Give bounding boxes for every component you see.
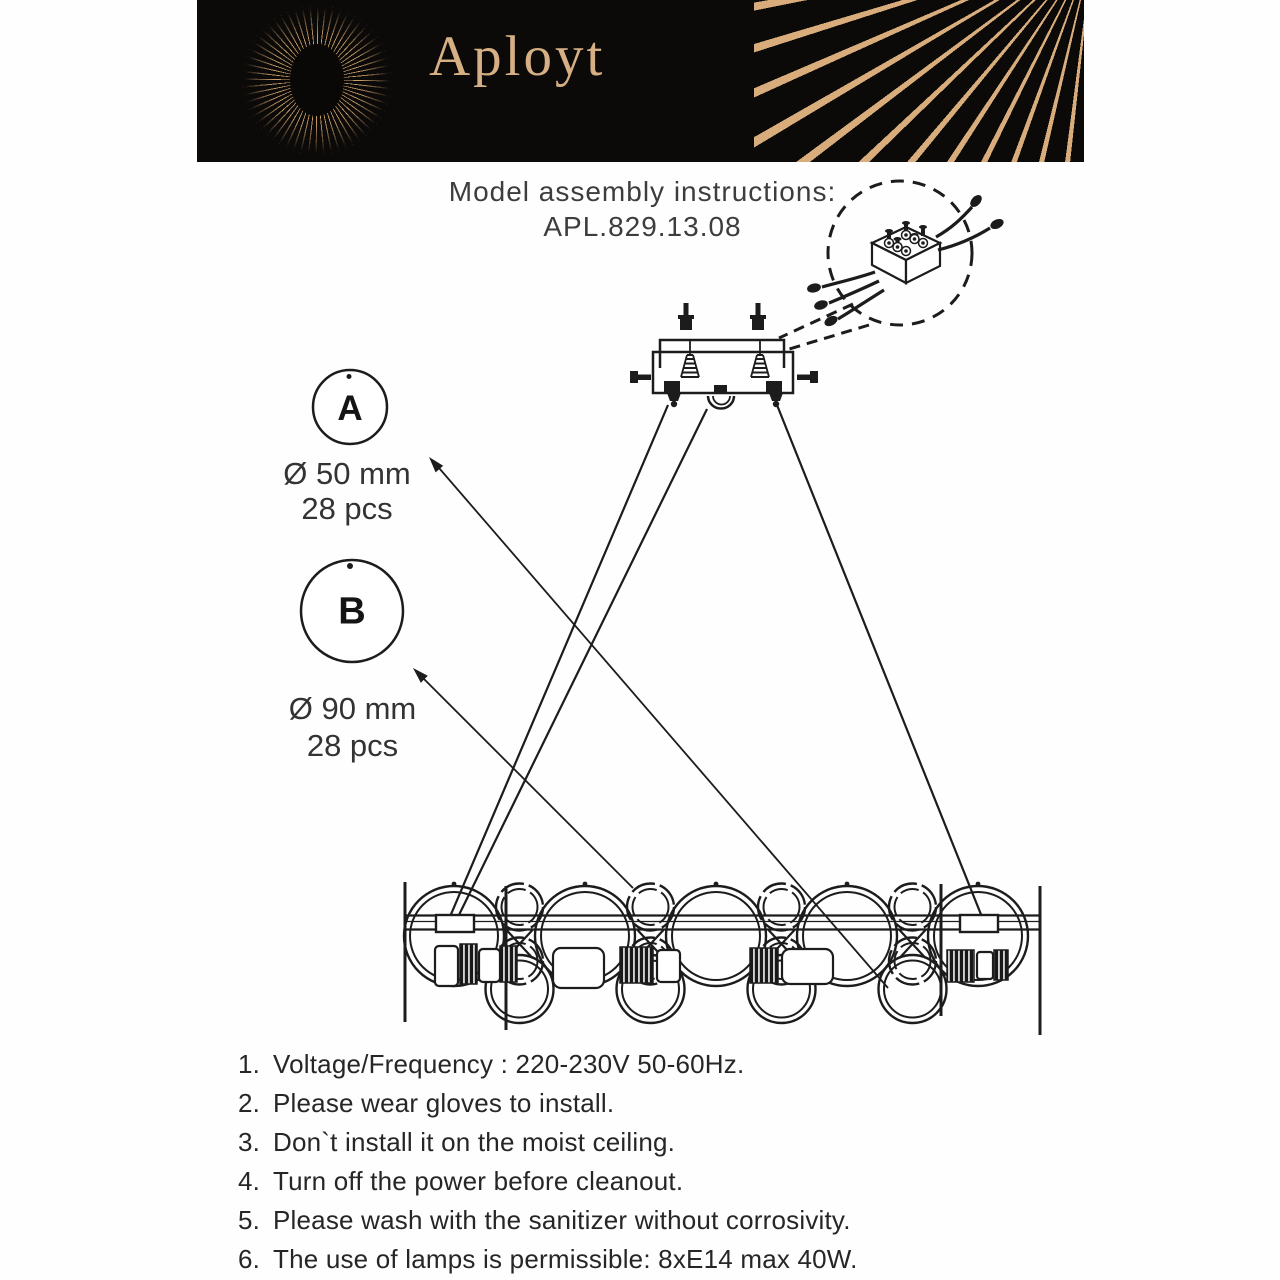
left-attachment-plate [436, 915, 474, 932]
instruction-text: The use of lamps is permissible: 8xE14 max 40W. [273, 1244, 858, 1274]
part-b-letter: B [338, 590, 366, 633]
instruction-number: 4. [238, 1166, 261, 1196]
part-a-quantity: 28 pcs [301, 491, 393, 526]
instruction-number: 5. [238, 1205, 261, 1235]
wiring-callout [779, 181, 1005, 350]
instruction-text: Don`t install it on the moist ceiling. [273, 1127, 676, 1157]
instruction-text: Please wear gloves to install. [273, 1088, 615, 1118]
instruction-text: Turn off the power before cleanout. [273, 1166, 684, 1196]
chandelier-drawing [404, 882, 1040, 1035]
instruction-item-6 [238, 1240, 1098, 1279]
instruction-item-2 [238, 1084, 1098, 1123]
part-b-quantity: 28 pcs [306, 728, 399, 763]
page-title: Model assembly instructions: [448, 176, 837, 207]
instruction-item-1 [238, 1045, 1098, 1084]
instruction-number: 3. [238, 1127, 261, 1157]
instruction-text: Voltage/Frequency : 220-230V 50-60Hz. [273, 1049, 745, 1079]
instruction-item-4 [238, 1162, 1098, 1201]
part-a-letter: A [337, 389, 363, 428]
brand-wordmark: Aployt [429, 25, 606, 88]
instruction-item-3 [238, 1123, 1098, 1162]
instruction-number: 1. [238, 1049, 261, 1079]
right-attachment-plate [960, 915, 998, 932]
instruction-text: Please wash with the sanitizer without corrosivity. [273, 1205, 851, 1235]
ceiling-mount-drawing [630, 303, 818, 409]
lamp-sockets [435, 944, 1008, 988]
instruction-number: 2. [238, 1088, 261, 1118]
part-a-size: Ø 50 mm [283, 456, 411, 491]
part-b-size: Ø 90 mm [288, 691, 417, 726]
instruction-item-5 [238, 1201, 1098, 1240]
suspension-cables [449, 405, 982, 919]
instruction-list [238, 1045, 1098, 1279]
model-number: APL.829.13.08 [543, 211, 742, 242]
pointer-arrow-a [429, 457, 888, 988]
instruction-number: 6. [238, 1244, 261, 1274]
